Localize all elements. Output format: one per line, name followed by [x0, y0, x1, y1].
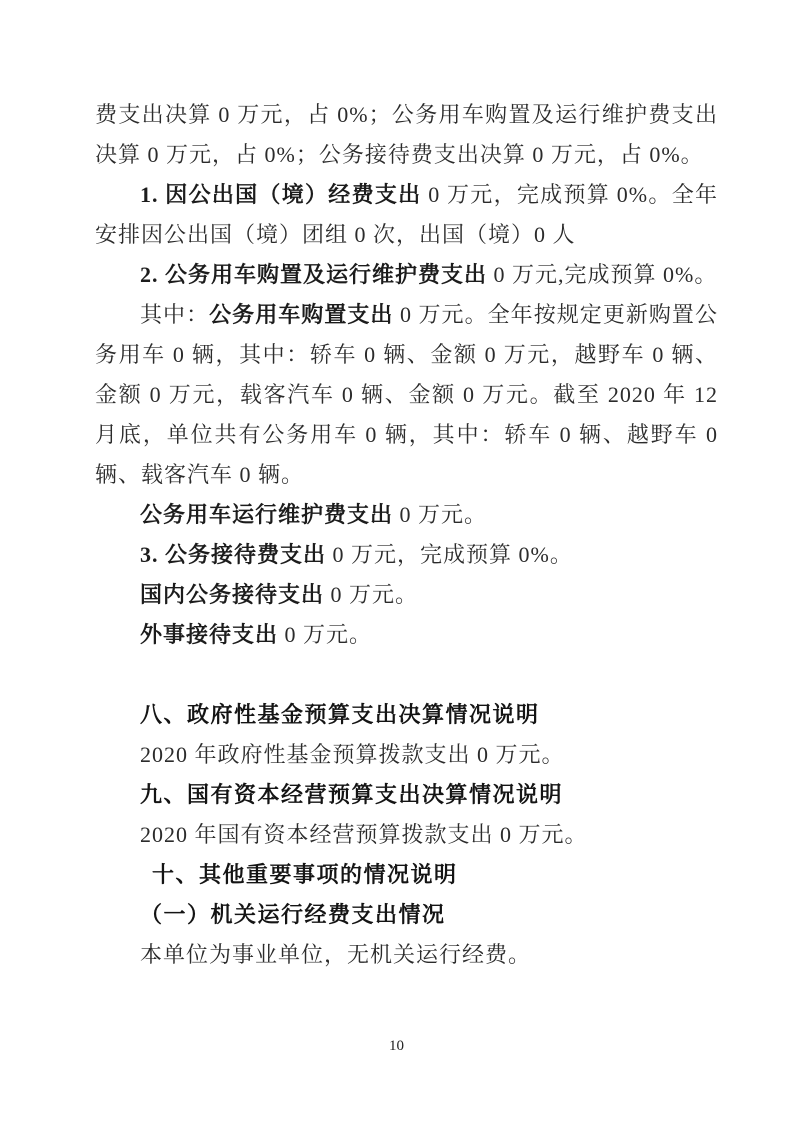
- page-number: 10: [389, 1038, 404, 1054]
- paragraph-text: 其中：: [140, 302, 210, 327]
- heading-section-10-other-matters: [95, 855, 718, 895]
- section-gap: [95, 655, 718, 695]
- paragraph-bold-label: 1. 因公出国（境）经费支出: [140, 182, 422, 207]
- paragraph-section-9-body: [95, 815, 718, 855]
- paragraph-text: 0 万元。: [278, 622, 373, 647]
- heading-section-8-government-funds: [95, 695, 718, 735]
- paragraph-text: 0 万元。: [324, 582, 419, 607]
- paragraph-text: 0 万元，完成预算 0%。全年安排因公出国（境）团组 0 次，出国（境）0 人: [95, 182, 718, 247]
- paragraph-text: 2020 年国有资本经营预算拨款支出 0 万元。: [140, 822, 588, 847]
- paragraph-text: 0 万元。全年按规定更新购置公务用车 0 辆，其中：轿车 0 辆、金额 0 万元，越野车 0 辆、金额 0 万元，载客汽车 0 辆、金额 0 万元。截至 2020 年 12 月底，单位共有公务用车 0 辆，其中：轿车 0 辆、越野车 0 辆、载客汽车 0 辆。: [95, 302, 718, 487]
- paragraph-foreign-reception: [95, 615, 718, 655]
- paragraph-text: 0 万元。: [393, 502, 488, 527]
- heading-text: 八、政府性基金预算支出决算情况说明: [140, 702, 540, 727]
- heading-text: 十、其他重要事项的情况说明: [152, 862, 458, 887]
- paragraph-text: 费支出决算 0 万元，占 0%；公务用车购置及运行维护费支出决算 0 万元，占 0%；公务接待费支出决算 0 万元，占 0%。: [95, 102, 718, 167]
- paragraph-bold-label: 2. 公务用车购置及运行维护费支出: [140, 262, 488, 287]
- heading-text: 九、国有资本经营预算支出决算情况说明: [140, 782, 564, 807]
- paragraph-text: 0 万元,完成预算 0%。: [487, 262, 718, 287]
- paragraph-vehicle-total-expense: [95, 255, 718, 295]
- paragraph-vehicle-purchase-detail: [95, 295, 718, 495]
- paragraph-bold-label: 外事接待支出: [140, 622, 279, 647]
- paragraph-bold-label: 3. 公务接待费支出: [140, 542, 327, 567]
- paragraph-section-10-item-1-body: [95, 935, 718, 975]
- heading-text: （一）机关运行经费支出情况: [140, 902, 446, 927]
- paragraph-text: 本单位为事业单位，无机关运行经费。: [140, 942, 532, 967]
- heading-section-9-state-capital: [95, 775, 718, 815]
- paragraph-text: 0 万元，完成预算 0%。: [326, 542, 573, 567]
- paragraph-text: 2020 年政府性基金预算拨款支出 0 万元。: [140, 742, 565, 767]
- paragraph-bold-label: 公务用车购置支出: [209, 302, 394, 327]
- paragraph-vehicle-maintenance: [95, 495, 718, 535]
- paragraph-section-8-body: [95, 735, 718, 775]
- paragraph-three-public-funds-continuation: [95, 95, 718, 175]
- heading-section-10-item-1-operating-funds: [95, 895, 718, 935]
- paragraph-bold-label: 国内公务接待支出: [140, 582, 325, 607]
- paragraph-bold-label: 公务用车运行维护费支出: [140, 502, 394, 527]
- paragraph-abroad-expense: [95, 175, 718, 255]
- paragraph-reception-expense: [95, 535, 718, 575]
- paragraph-domestic-reception: [95, 575, 718, 615]
- document-body: [95, 95, 718, 975]
